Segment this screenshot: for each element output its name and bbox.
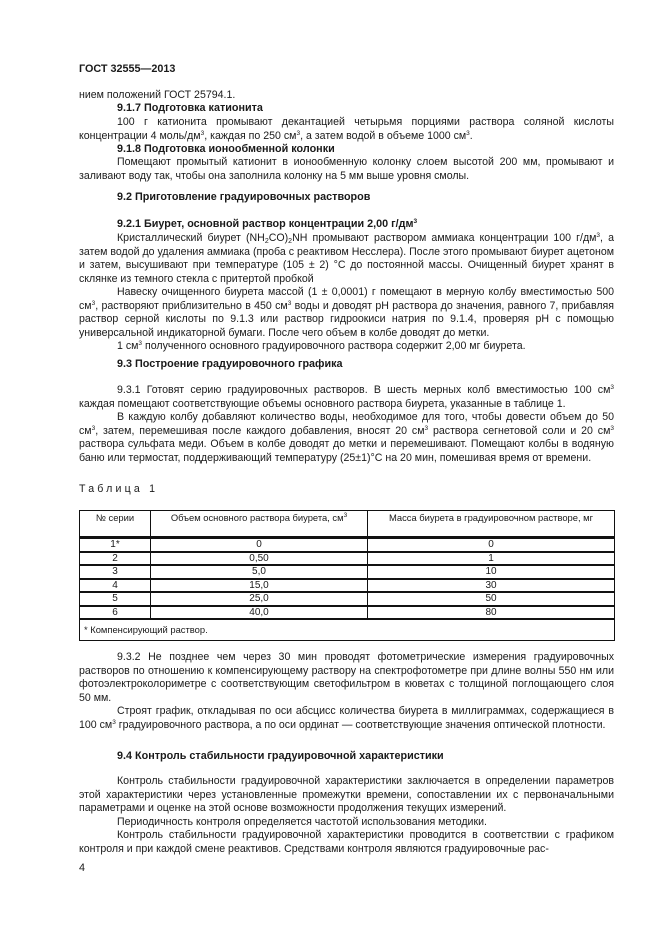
col-header-series: № серии — [80, 511, 151, 538]
heading-9-2-1: 9.2.1 Биурет, основной раствор концентрации 2,00 $г/дм^3$ — [117, 218, 418, 230]
col-header-mass: Масса биурета в градуировочном растворе, мг — [368, 511, 615, 538]
paragraph-9-1-7: 100 г катионита промывают декантацией четырьмя порциями раствора соляной кислоты концентрации 4 моль/$дм^3$, каждая по 250 $см^3$, а затем водой в объеме 1000 $см^3$. — [79, 116, 614, 142]
table-footnote-row — [80, 619, 615, 641]
table-1 — [79, 510, 615, 641]
heading-9-1-7: 9.1.7 Подготовка катионита — [117, 102, 263, 114]
table-row: 5 25,0 50 — [80, 592, 615, 606]
table-row: 2 0,50 1 — [80, 552, 615, 566]
paragraph-9-2-1-b: Навеску очищенного биурета массой (1 ± 0,0001) г помещают в мерную колбу вместимостью 500 $см^3$, растворяют приблизительно в 450 $см^3$ воды и доводят рН раствора до значения, равного 7, прибавляя раствор серной кислоты по 9.1.3 или раствор гидроокиси натрия по 9.1.4, проверяя рН с помощью универсальной индикаторной бумаги. После чего объем в колбе доводят до метки. — [79, 286, 614, 339]
paragraph-9-3-2-b: Строят график, откладывая по оси абсцисс количества биурета в миллиграммах, содержащиеся в 100 $см^3$ градуировочного раствора, а по оси ординат — соответствующие значения оптической плотности. — [79, 705, 614, 731]
table-row: 4 15,0 30 — [80, 579, 615, 593]
col-header-volume: Объем основного раствора биурета, $см^3$ — [151, 511, 368, 538]
table-footnote: * Компенсирующий раствор. — [80, 619, 615, 641]
heading-9-1-8: 9.1.8 Подготовка ионообменной колонки — [117, 143, 335, 155]
table-row: 6 40,0 80 — [80, 606, 615, 620]
table-caption: Таблица 1 — [79, 483, 159, 495]
table-row: 3 5,0 10 — [80, 565, 615, 579]
paragraph-9-3-1-b: В каждую колбу добавляют количество воды, необходимое для того, чтобы довести объем до 50 $см^3$, затем, перемешивая после каждого добавления, вносят 20 $см^3$ раствора сегнетовой соли и 20 $см^3$ раствора сульфата меди. Объем в колбе доводят до метки и перемешивают. Помещают колбы в водяную баню или термостат, поддерживающий температуру (25±1)°С на 20 мин, помешивая время от времени. — [79, 411, 614, 464]
page-number: 4 — [79, 862, 86, 874]
heading-9-2: 9.2 Приготовление градуировочных растворов — [117, 191, 371, 203]
paragraph-9-4-c: Контроль стабильности градуировочной характеристики проводится в соответствии с графиком контроля и при каждой смене реактивов. Средствами контроля являются градуировочные рас- — [79, 829, 614, 855]
paragraph-9-2-1-c: 1 $см^3$ полученного основного градуировочного раствора содержит 2,00 мг биурета. — [117, 340, 526, 352]
paragraph-9-3-1-a: 9.3.1 Готовят серию градуировочных растворов. В шесть мерных колб вместимостью 100 $см^3$ каждая помещают соответствующие объемы основного раствора биурета, указанные в таблице 1. — [79, 384, 614, 410]
paragraph-9-4-b: Периодичность контроля определяется частотой использования методики. — [117, 816, 487, 828]
heading-9-3: 9.3 Построение градуировочного графика — [117, 358, 343, 370]
page-header: ГОСТ 32555—2013 — [79, 63, 176, 75]
table-row: 1* 0 0 — [80, 538, 615, 552]
paragraph-9-2-1-a: Кристаллический биурет $(NH_2CO)_2NH$ промывают раствором аммиака концентрации 100 $г/дм^3$, а затем водой до удаления аммиака (проба с реактивом Несслера). После этого промывают биурет ацетоном и затем, высушивают при температуре (105 ± 2) °С до постоянной массы. Очищенный биурет хранят в склянке из темного стекла с притертой пробкой — [79, 232, 615, 285]
paragraph-continuation: нием положений ГОСТ 25794.1. — [79, 89, 236, 101]
heading-9-4: 9.4 Контроль стабильности градуировочной характеристики — [117, 750, 444, 762]
paragraph-9-4-a: Контроль стабильности градуировочной характеристики заключается в определении параметров этой характеристики через установленные промежутки времени, сопоставлении их с первоначальными параметрами и оценке на этой основе возможности продолжения текущих измерений. — [79, 775, 614, 815]
paragraph-9-1-8: Помещают промытый катионит в ионообменную колонку слоем высотой 200 мм, промывают и заливают воду так, чтобы она заполнила колонку на 5 мм выше уровня смолы. — [79, 156, 614, 182]
paragraph-9-3-2: 9.3.2 Не позднее чем через 30 мин проводят фотометрические измерения градуировочных растворов по отношению к компенсирующему раствору на спектрофотометре при длине волны 550 нм или фотоэлектроколориметре с соответствующим светофильтром в кюветах с толщиной поглощающего слоя 50 мм. — [79, 651, 614, 704]
